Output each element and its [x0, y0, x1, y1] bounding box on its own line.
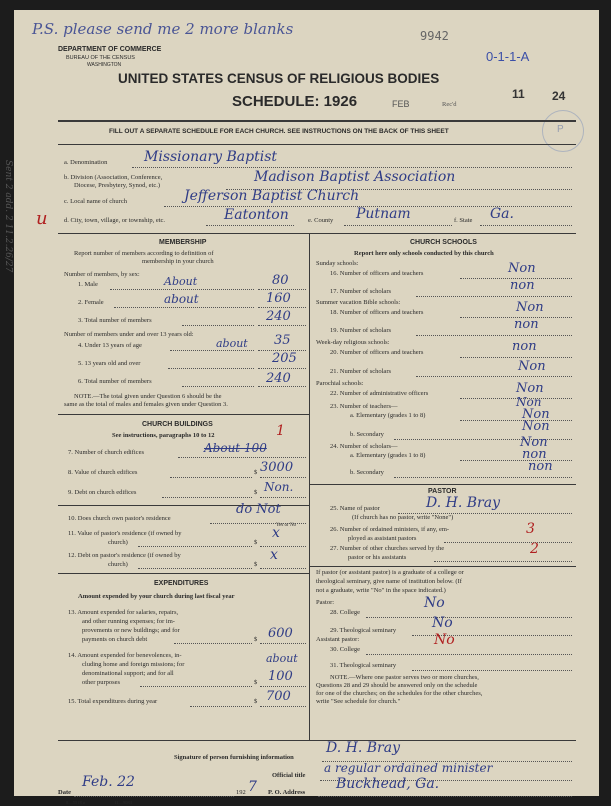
q24b-label: b. Secondary — [350, 469, 384, 476]
q16-label: 16. Number of officers and teachers — [330, 270, 424, 277]
q11-label: 11. Value of pastor's residence (if owned by — [68, 530, 182, 537]
bureau-label: BUREAU OF THE CENSUS — [66, 55, 135, 61]
instructions: FILL OUT A SEPARATE SCHEDULE FOR EACH CHURCH. SEE INSTRUCTIONS ON THE BACK OF THIS SHEET — [109, 128, 449, 135]
q27-label-2: pastor or his assistants — [348, 554, 407, 561]
buildings-title: CHURCH BUILDINGS — [142, 421, 213, 428]
denomination-value[interactable]: Missionary Baptist — [144, 149, 278, 165]
side-note: Sent 2 add. 2 11.2.26/27 — [3, 160, 13, 273]
q4-prefix: about — [216, 337, 248, 350]
members-by-age: Number of members under and over 13 years old: — [64, 331, 194, 338]
q22-label: 22. Number of administrative officers — [330, 390, 429, 397]
q14-label-3: denominational support; and for all — [82, 670, 174, 677]
q15-dollar: $ — [254, 698, 258, 705]
q25-value[interactable]: D. H. Bray — [426, 495, 500, 511]
q4-value[interactable]: 35 — [274, 333, 291, 348]
q11-value[interactable]: x — [272, 525, 280, 541]
year-value[interactable]: 7 — [248, 779, 257, 795]
education-intro-2: theological seminary, give name of institution below. (If — [316, 578, 462, 585]
pastor-edu-label: Pastor: — [316, 599, 335, 606]
q10-yesno-hint: Yes or No — [276, 523, 297, 528]
q7-struck-value: About 100 — [204, 441, 267, 455]
pastor-title: PASTOR — [428, 488, 457, 495]
q14-dollar: $ — [254, 679, 258, 686]
q1-label: 1. Male — [78, 281, 98, 288]
q23a-value[interactable]: Non — [522, 407, 550, 422]
membership-title: MEMBERSHIP — [159, 239, 207, 246]
q23-label: 23. Number of teachers— — [330, 403, 398, 410]
q24a-value[interactable]: non — [522, 447, 547, 462]
q15-label: 15. Total expenditures during year — [68, 698, 158, 705]
code-note: 0-1-1-A — [486, 49, 530, 64]
q28-label: 28. College — [330, 609, 360, 616]
q16-value[interactable]: Non — [508, 261, 536, 276]
schools-intro: Report here only schools conducted by this church — [354, 250, 494, 257]
q12-label: 12. Debt on pastor's residence (if owned by — [68, 552, 181, 559]
q29-value[interactable]: No — [432, 615, 453, 631]
expenditures-intro: Amount expended by your church during last fiscal year — [78, 593, 235, 600]
pastor-note: NOTE.—Where one pastor serves two or more churches, — [330, 674, 479, 681]
date-value[interactable]: Feb. 22 — [82, 774, 135, 790]
q9-label: 9. Debt on church edifices — [68, 489, 137, 496]
state-label: f. State — [454, 217, 473, 224]
official-title-value[interactable]: a regular ordained minister — [324, 761, 493, 775]
q23-value[interactable]: Non — [516, 395, 542, 409]
q6-value[interactable]: 240 — [266, 371, 291, 386]
q5-label: 5. 13 years old and over — [78, 360, 141, 367]
margin-mark: u — [36, 208, 48, 229]
q26-value[interactable]: 3 — [526, 521, 535, 537]
education-intro: If pastor (or assistant pastor) is a graduate of a college or — [316, 569, 464, 576]
q8-label: 8. Value of church edifices — [68, 469, 138, 476]
division-value[interactable]: Madison Baptist Association — [254, 169, 456, 185]
q14-value[interactable]: 100 — [268, 669, 293, 684]
expenditures-title: EXPENDITURES — [154, 580, 209, 587]
rec-day: 11 — [512, 87, 525, 101]
pastor-note-4: write "See schedule for church." — [316, 698, 401, 705]
circle-stamp-letter: P — [557, 124, 564, 135]
q18-value[interactable]: Non — [516, 300, 544, 315]
q21-value[interactable]: Non — [518, 359, 546, 374]
q2-value[interactable]: 160 — [266, 291, 291, 306]
recd-label: Rec'd — [442, 101, 457, 108]
q24a-label: a. Elementary (grades 1 to 8) — [350, 452, 426, 459]
division-label-2: Diocese, Presbytery, Synod, etc.) — [74, 182, 161, 189]
signature-value[interactable]: D. H. Bray — [326, 740, 400, 756]
q26-label: 26. Number of ordained ministers, if any, em- — [330, 526, 450, 533]
parochial-schools-label: Parochial schools: — [316, 380, 364, 387]
q1-prefix: About — [164, 275, 198, 288]
county-value[interactable]: Putnam — [356, 206, 411, 222]
q9-dollar: $ — [254, 489, 258, 496]
q9-value[interactable]: Non. — [264, 480, 294, 494]
q27-value[interactable]: 2 — [530, 541, 539, 557]
q30-label: 30. College — [330, 646, 360, 653]
membership-note: NOTE.—The total given under Question 6 should be the — [74, 393, 222, 400]
rec-month: FEB — [392, 99, 410, 109]
date-label: Date — [58, 789, 71, 796]
top-note: P.S. please send me 2 more blanks — [32, 20, 294, 38]
q12-value[interactable]: x — [270, 547, 278, 563]
q14-label-4: other purposes — [82, 679, 121, 686]
members-by-sex: Number of members, by sex: — [64, 271, 140, 278]
q22-value[interactable]: Non — [516, 381, 544, 396]
state-value[interactable]: Ga. — [490, 206, 514, 222]
q13-label-2: and other running expenses; for im- — [82, 618, 175, 625]
assistant-edu-label: Assistant pastor: — [316, 636, 360, 643]
print-number: 11—9084 — [114, 800, 132, 805]
q17-label: 17. Number of scholars — [330, 288, 392, 295]
q4-label: 4. Under 13 years of age — [78, 342, 142, 349]
received-circle-stamp — [542, 110, 584, 152]
q15-value[interactable]: 700 — [266, 689, 291, 704]
church-name-label: c. Local name of church — [64, 198, 127, 205]
census-form — [3, 10, 599, 805]
signature-label: Signature of person furnishing information — [174, 754, 294, 761]
po-address-value[interactable]: Buckhead, Ga. — [336, 776, 440, 792]
pastor-note-2: Questions 28 and 29 should be answered only on the schedule — [316, 682, 478, 689]
q2-label: 2. Female — [78, 299, 104, 306]
q8-value[interactable]: 3000 — [260, 460, 294, 475]
q13-value[interactable]: 600 — [268, 626, 293, 641]
q24-value[interactable]: Non — [520, 435, 548, 450]
q23b-label: b. Secondary — [350, 431, 384, 438]
rec-year: 24 — [552, 89, 566, 103]
dept-label: DEPARTMENT OF COMMERCE — [58, 46, 162, 53]
q19-value[interactable]: non — [514, 317, 539, 332]
q19-label: 19. Number of scholars — [330, 327, 392, 334]
q25-note: (If church has no pastor, write "None") — [352, 514, 454, 521]
q10-label: 10. Does church own pastor's residence — [68, 515, 171, 522]
q29-label: 29. Theological seminary — [330, 627, 397, 634]
city-label: WASHINGTON — [87, 62, 122, 68]
q10-value[interactable]: do Not — [236, 502, 281, 517]
q13-label-3: provements or new buildings; and for — [82, 627, 180, 634]
q31-label: 31. Theological seminary — [330, 662, 397, 669]
q28-value[interactable]: No — [424, 595, 445, 611]
year-prefix: 192 — [236, 789, 246, 796]
q5-value[interactable]: 205 — [272, 351, 297, 366]
q1-value[interactable]: 80 — [272, 273, 289, 288]
q30-value[interactable]: No — [434, 632, 455, 648]
schedule-title: SCHEDULE: 1926 — [232, 93, 358, 110]
po-address-label: P. O. Address — [268, 789, 306, 796]
q3-value[interactable]: 240 — [266, 309, 291, 324]
q8-dollar: $ — [254, 469, 258, 476]
division-label-1: b. Division (Association, Conference, — [64, 174, 163, 181]
county-label: e. County — [308, 217, 334, 224]
q21-label: 21. Number of scholars — [330, 368, 392, 375]
form-number-bottom: 8—5518 a — [66, 800, 85, 805]
q23b-value[interactable]: Non — [522, 419, 550, 434]
q14-label-2: cluding home and foreign missions; for — [82, 661, 185, 668]
city-value[interactable]: Eatonton — [224, 207, 289, 223]
summer-schools-label: Summer vacation Bible schools: — [316, 299, 401, 306]
q13-label: 13. Amount expended for salaries, repairs, — [68, 609, 179, 616]
q25-label: 25. Name of pastor — [330, 505, 380, 512]
q27-label: 27. Number of other churches served by the — [330, 545, 445, 552]
church-name-value[interactable]: Jefferson Baptist Church — [184, 188, 360, 204]
page-title: UNITED STATES CENSUS OF RELIGIOUS BODIES — [118, 71, 440, 86]
membership-intro: Report number of members according to definition of — [74, 250, 214, 257]
pastor-note-3: for one of the churches; on the schedules for the other churches, — [316, 690, 483, 697]
q20-value[interactable]: non — [512, 339, 537, 354]
q24b-value[interactable]: non — [528, 459, 553, 474]
q2-prefix: about — [164, 292, 199, 306]
q14-prefix: about — [266, 652, 298, 665]
denomination-label: a. Denomination — [64, 159, 108, 166]
q3-label: 3. Total number of members — [78, 317, 152, 324]
q13-dollar: $ — [254, 636, 258, 643]
q18-label: 18. Number of officers and teachers — [330, 309, 424, 316]
q14-label: 14. Amount expended for benevolences, in- — [68, 652, 182, 659]
stamp-number: 9942 — [420, 29, 449, 43]
official-title-label: Official title — [272, 772, 306, 779]
education-intro-3: not a graduate, write "No" in the space indicated.) — [316, 587, 446, 594]
weekday-schools-label: Week-day religious schools: — [316, 339, 390, 346]
buildings-see: See instructions, paragraphs 10 to 12 — [112, 432, 215, 439]
q17-value[interactable]: non — [510, 278, 535, 293]
q24-label: 24. Number of scholars— — [330, 443, 398, 450]
sunday-schools-label: Sunday schools: — [316, 260, 359, 267]
q12-label-2: church) — [108, 561, 128, 568]
q11-label-2: church) — [108, 539, 128, 546]
q12-dollar: $ — [254, 561, 258, 568]
q6-label: 6. Total number of members — [78, 378, 152, 385]
q26-label-2: ployed as assistant pastors — [348, 535, 417, 542]
q7-value[interactable]: 1 — [276, 423, 285, 439]
membership-intro-2: membership in your church — [142, 258, 214, 265]
membership-note-2: same as the total of males and females given under Question 3. — [64, 401, 228, 408]
q11-dollar: $ — [254, 539, 258, 546]
q7-label: 7. Number of church edifices — [68, 449, 144, 456]
schools-title: CHURCH SCHOOLS — [410, 239, 477, 246]
q20-label: 20. Number of officers and teachers — [330, 349, 424, 356]
q13-label-4: payments on church debt — [82, 636, 148, 643]
q23a-label: a. Elementary (grades 1 to 8) — [350, 412, 426, 419]
city-label-field: d. City, town, village, or township, etc. — [64, 217, 166, 224]
